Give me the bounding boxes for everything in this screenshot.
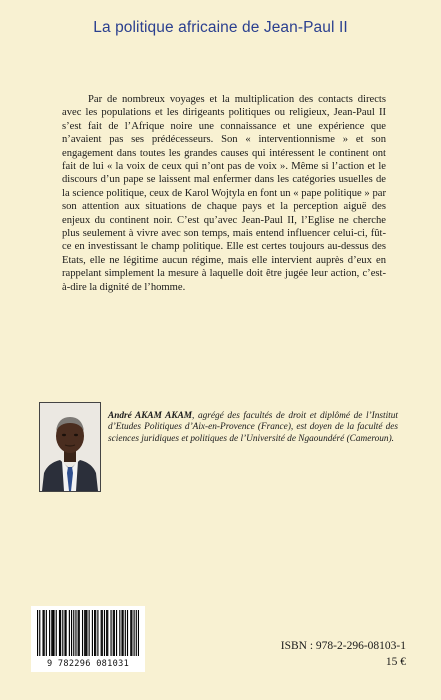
barcode-digits: 9 782296 081031 xyxy=(46,659,130,669)
price: 15 € xyxy=(385,656,406,668)
author-photo xyxy=(39,402,101,492)
back-cover-blurb: Par de nombreux voyages et la multiplication des contacts directs avec les populations et les dirigeants politiques ou religieux, Jean-Paul II s’est fait de l’Afrique noire une connaissance et une expérience que n’avaient pas ses prédécesseurs. Son « interventionnisme » et son engagement dans toutes les grandes causes qui intéressent le continent ont fait de lui « la voix de ceux qui n’ont pas de voix ». Même si l’action et le discours d’un pape se laissent mal enfermer dans les catégories usuelles de la science politique, ceux de Karol Wojtyla en font un « pape politique » par son attention aux situations de chaque pays et la perception aiguë des enjeux du continent noir. C’est qu’avec Jean-Paul II, l’Eglise ne cherche plus seulement à vivre avec son temps, mais entend influencer celui-ci, fût-ce en investissant le champ politique. Elle est certes toujours au-dessus des Etats, elle ne légitime aucun régime, mais elle intervient auprès d’eux en rappelant simplement la mesure à laquelle doit être jugée leur action, c’est-à-dire la dignité de l’homme. xyxy=(62,94,386,293)
author-bio xyxy=(108,411,398,445)
barcode-bars xyxy=(37,610,139,658)
book-title: La politique africaine de Jean-Paul II xyxy=(93,19,348,36)
isbn: ISBN : 978-2-296-08103-1 xyxy=(280,640,406,652)
barcode xyxy=(31,606,145,672)
author-name: André AKAM AKAM xyxy=(108,411,193,421)
author-bio-text: , agrégé des facultés de droit et diplômé de l’Institut d’Etudes Politiques d’Aix-en-Provence (France), est doyen de la faculté des sciences juridiques et politiques de l’Université de Ngaoundéré (Cameroun). xyxy=(108,411,398,444)
